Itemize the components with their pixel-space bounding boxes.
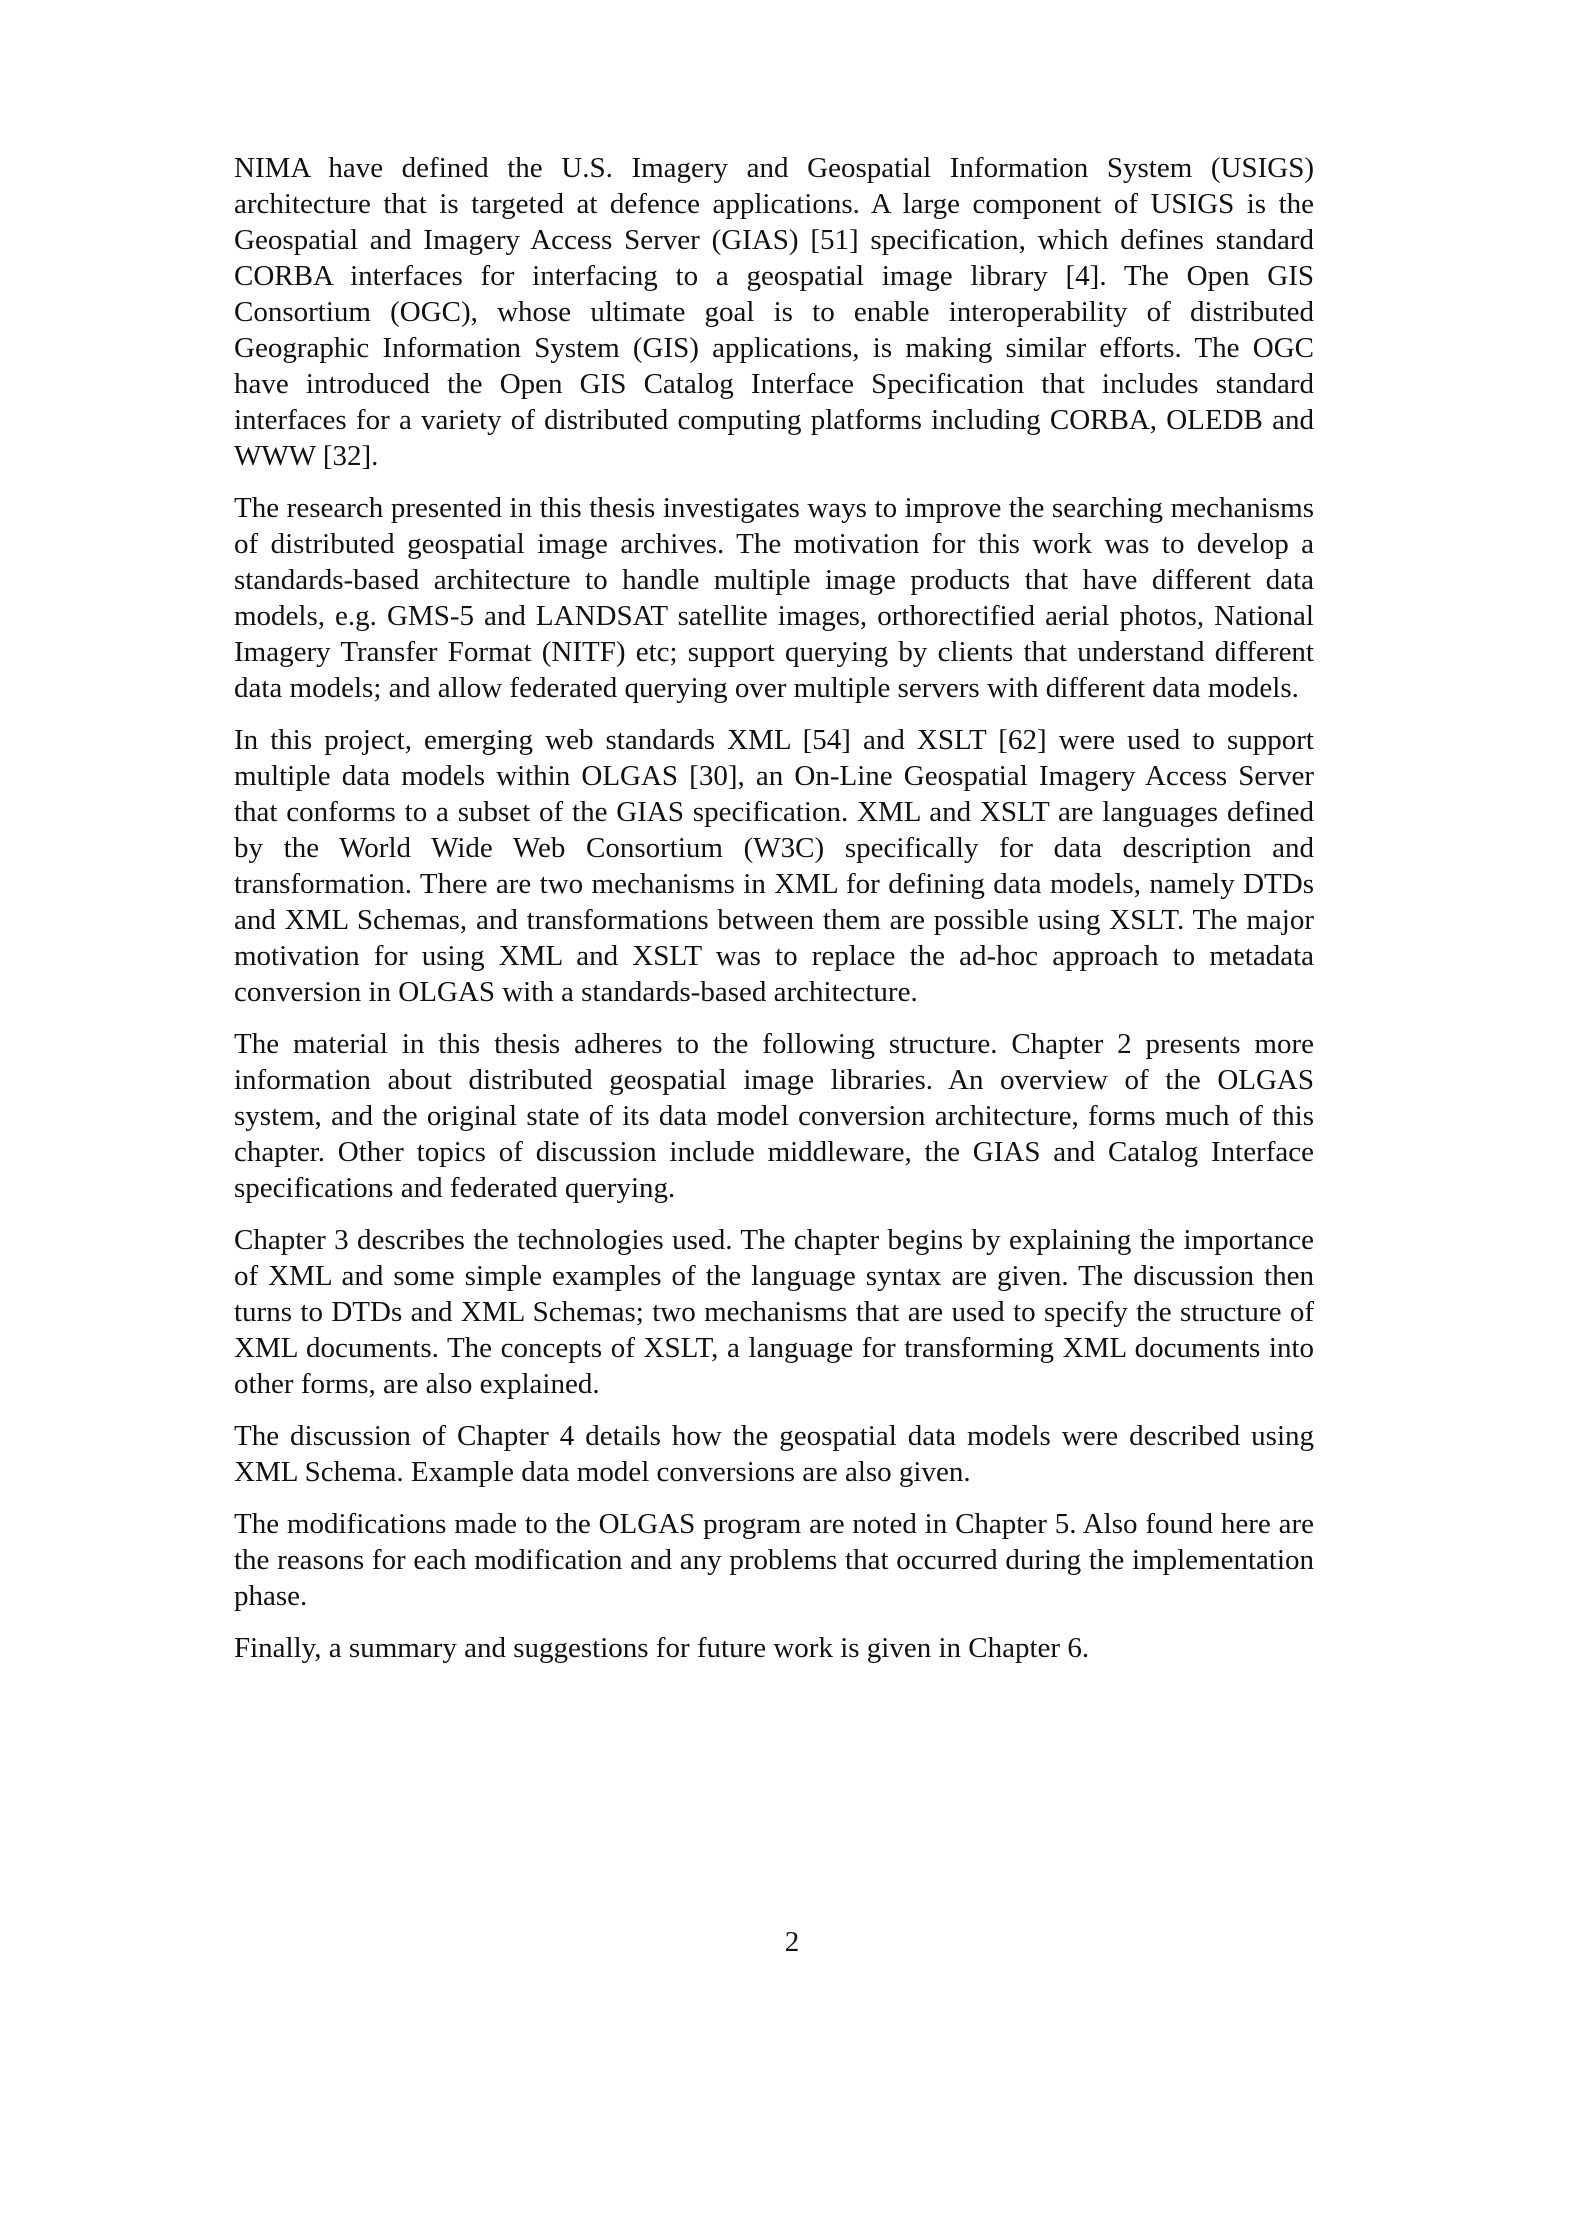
paragraph-project-xml-xslt: In this project, emerging web standards XML [54] and XSLT [62] were used to support multiple data models within OLGAS [30], an On-Line Geospatial Imagery Access Server that conforms to a subset of the GIAS specification. XML and XSLT are languages defined by the World Wide Web Consortium (W3C) specifically for data description and transformation. There are two mechanisms in XML for defining data models, namely DTDs and XML Schemas, and transformations between them are possible using XSLT. The major motivation for using XML and XSLT was to replace the ad-hoc approach to metadata conversion in OLGAS with a standards-based architecture. (234, 724, 1314, 1008)
page-number: 2 (784, 1926, 800, 1958)
paragraph-chapter-6: Finally, a summary and suggestions for future work is given in Chapter 6. (234, 1632, 1090, 1664)
paragraph-chapter-3: Chapter 3 describes the technologies used. The chapter begins by explaining the importance of XML and some simple examples of the language syntax are given. The discussion then turns to DTDs and XML Schemas; two mechanisms that are used to specify the structure of XML documents. The concepts of XSLT, a language for transforming XML documents into other forms, are also explained. (234, 1224, 1314, 1400)
paragraph-chapter-4: The discussion of Chapter 4 details how the geospatial data models were described using XML Schema. Example data model conversions are also given. (234, 1420, 1314, 1488)
body-text (234, 150, 1314, 1682)
paragraph-chapter-5: The modifications made to the OLGAS program are noted in Chapter 5. Also found here are the reasons for each modification and any problems that occurred during the implementation phase. (234, 1508, 1314, 1612)
paragraph-usigs-ogc: NIMA have defined the U.S. Imagery and Geospatial Information System (USIGS) architecture that is targeted at defence applications. A large component of USIGS is the Geospatial and Imagery Access Server (GIAS) [51] specification, which defines standard CORBA interfaces for interfacing to a geospatial image library [4]. The Open GIS Consortium (OGC), whose ultimate goal is to enable interoperability of distributed Geographic Information System (GIS) applications, is making similar efforts. The OGC have introduced the Open GIS Catalog Interface Specification that includes standard interfaces for a variety of distributed computing platforms including CORBA, OLEDB and WWW [32]. (234, 152, 1314, 472)
paragraph-thesis-structure: The material in this thesis adheres to the following structure. Chapter 2 presents more information about distributed geospatial image libraries. An overview of the OLGAS system, and the original state of its data model conversion architecture, forms much of this chapter. Other topics of discussion include middleware, the GIAS and Catalog Interface specifications and federated querying. (234, 1028, 1314, 1204)
paragraph-research-motivation: The research presented in this thesis investigates ways to improve the searching mechanisms of distributed geospatial image archives. The motivation for this work was to develop a standards-based architecture to handle multiple image products that have different data models, e.g. GMS-5 and LANDSAT satellite images, orthorectified aerial photos, National Imagery Transfer Format (NITF) etc; support querying by clients that understand different data models; and allow federated querying over multiple servers with different data models. (234, 492, 1314, 704)
